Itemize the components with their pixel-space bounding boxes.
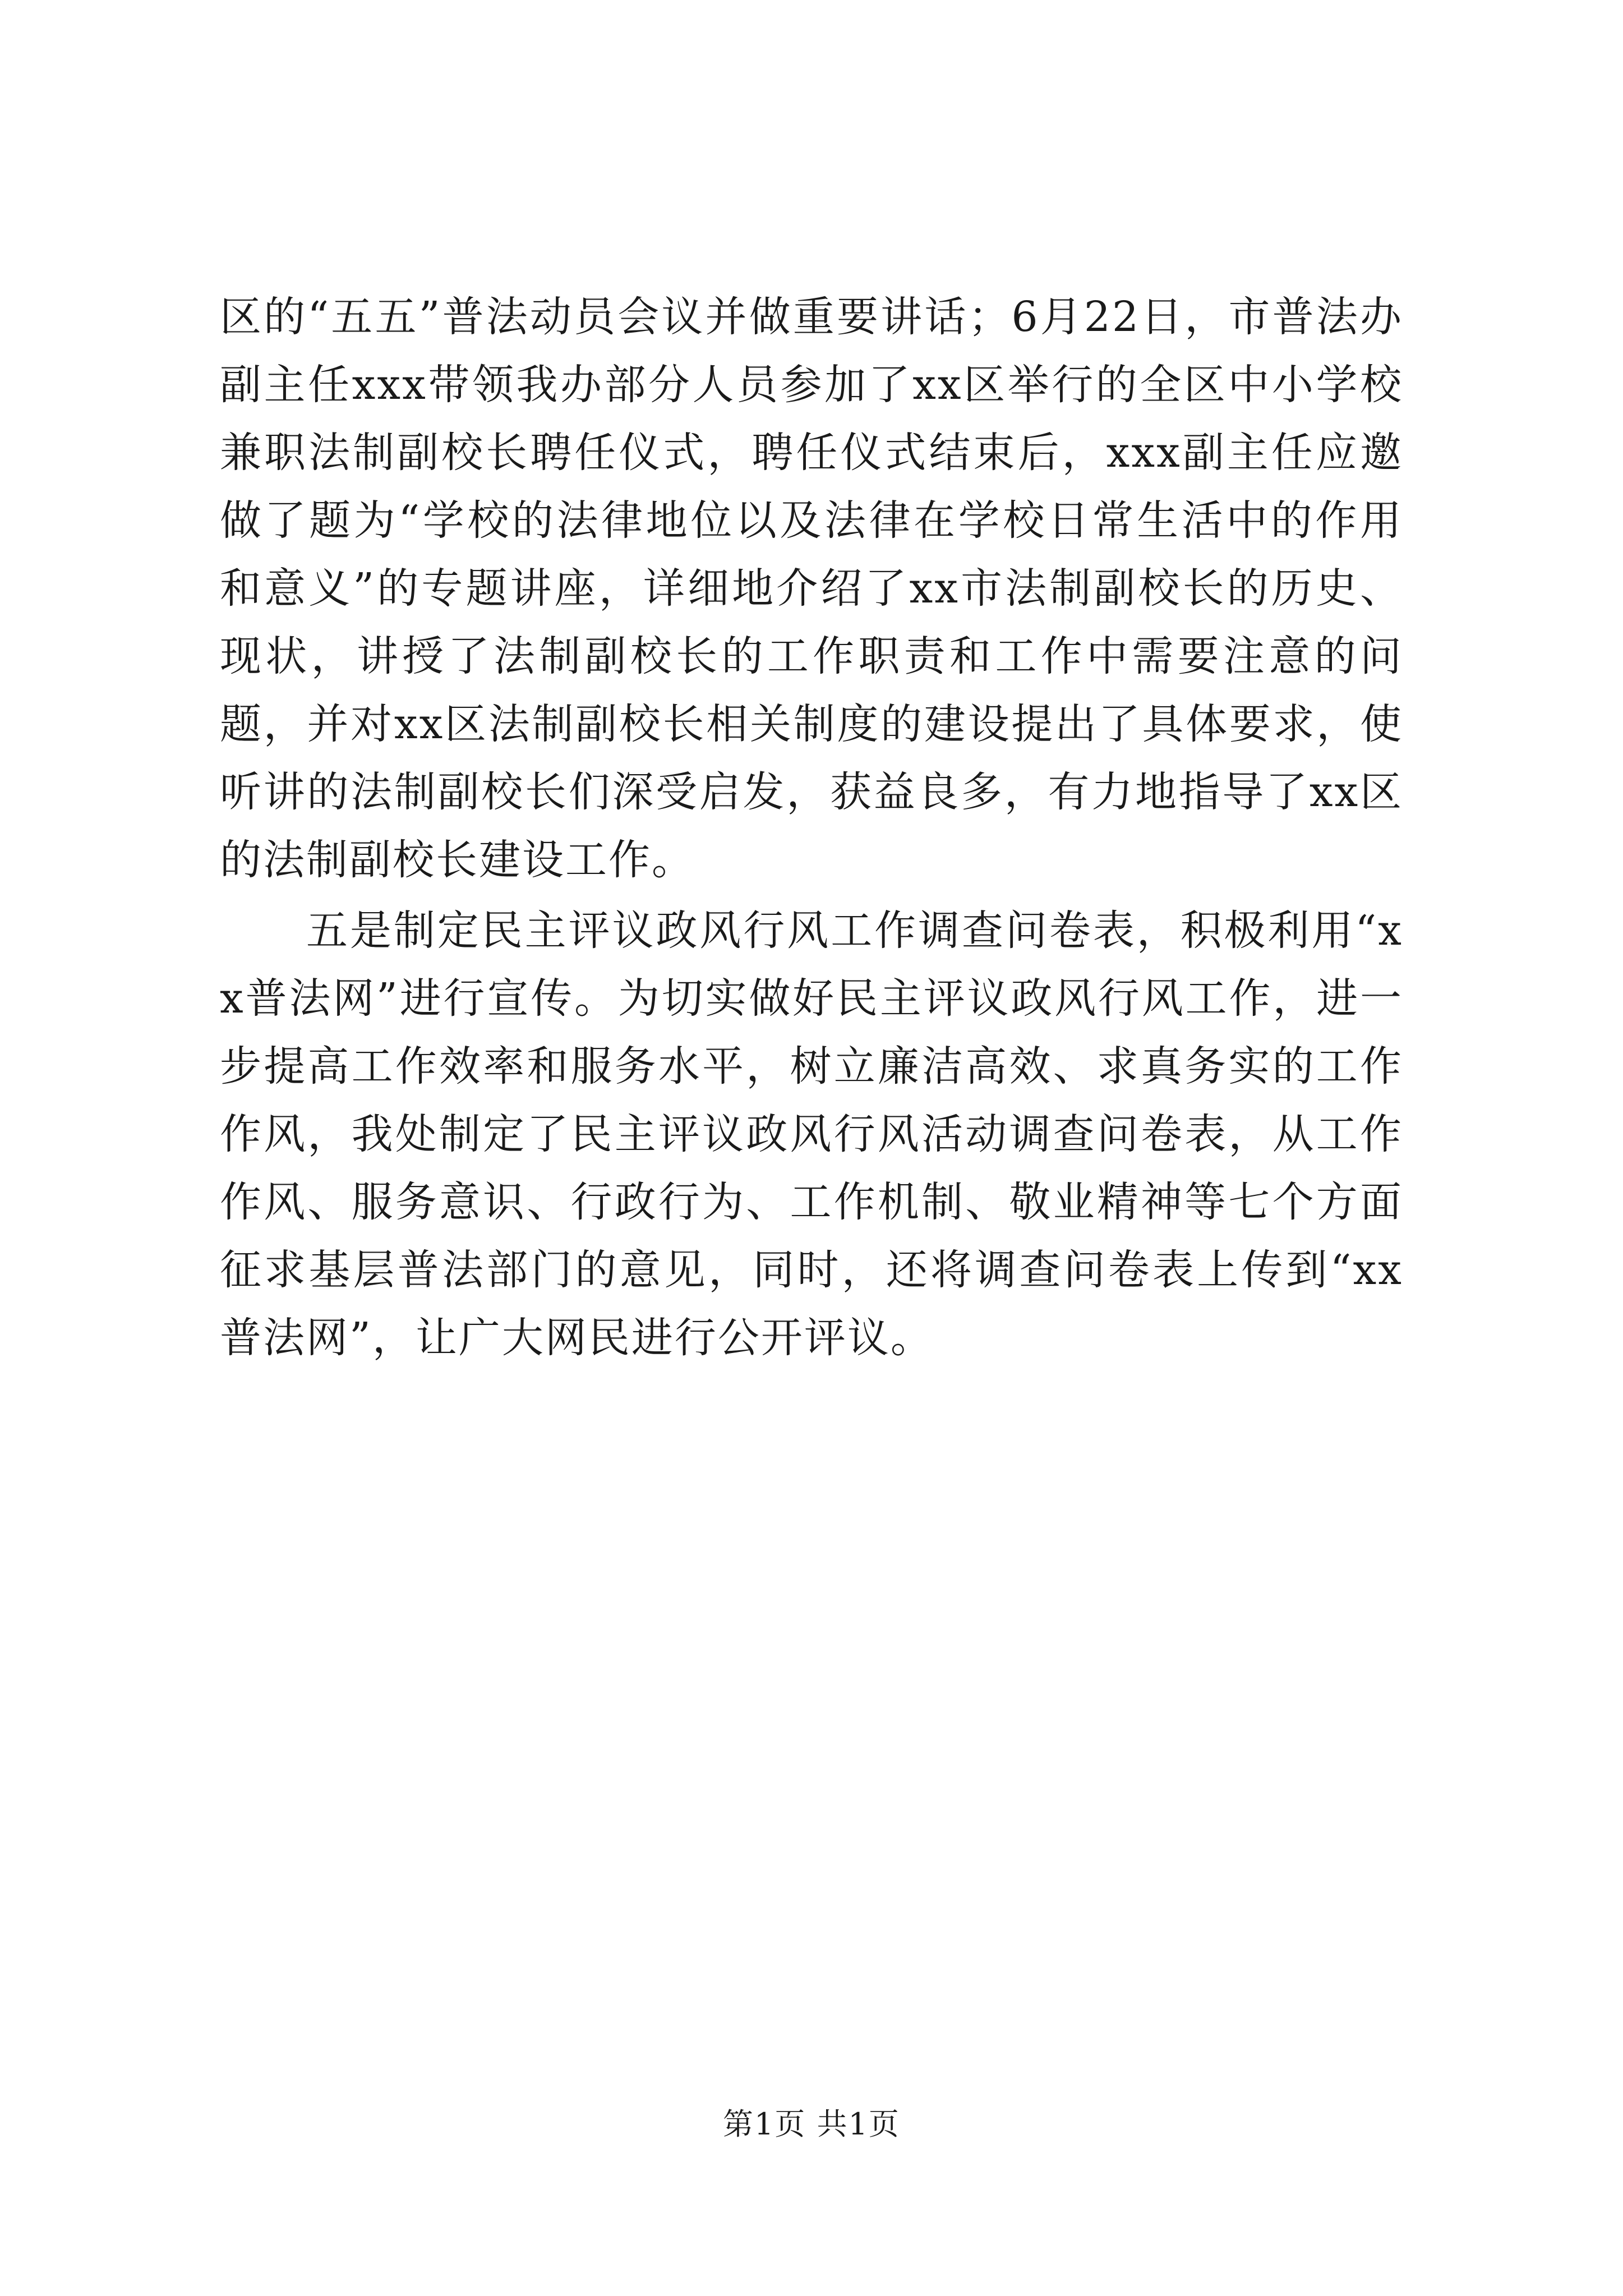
body-text: [220, 283, 1403, 1375]
paragraph-item-five: 五是制定民主评议政风行风工作调查问卷表，积极利用“xx普法网”进行宣传。为切实做好民主评议政风行风工作，进一步提高工作效率和服务水平，树立廉洁高效、求真务实的工作作风，我处制定了民主评议政风行风活动调查问卷表，从工作作风、服务意识、行政行为、工作机制、敬业精神等七个方面征求基层普法部门的意见，同时，还将调查问卷表上传到“xx普法网”，让广大网民进行公开评议。: [220, 907, 1403, 1362]
page-number-footer: 第1页 共1页: [723, 2106, 900, 2142]
paragraph-continuation: 区的“五五”普法动员会议并做重要讲话；6月22日，市普法办副主任xxx带领我办部分人员参加了xx区举行的全区中小学校兼职法制副校长聘任仪式，聘任仪式结束后，xxx副主任应邀做了题为“学校的法律地位以及法律在学校日常生活中的作用和意义”的专题讲座，详细地介绍了xx市法制副校长的历史、现状，讲授了法制副校长的工作职责和工作中需要注意的问题，并对xx区法制副校长相关制度的建设提出了具体要求，使听讲的法制副校长们深受启发，获益良多，有力地指导了xx区的法制副校长建设工作。: [220, 293, 1403, 884]
